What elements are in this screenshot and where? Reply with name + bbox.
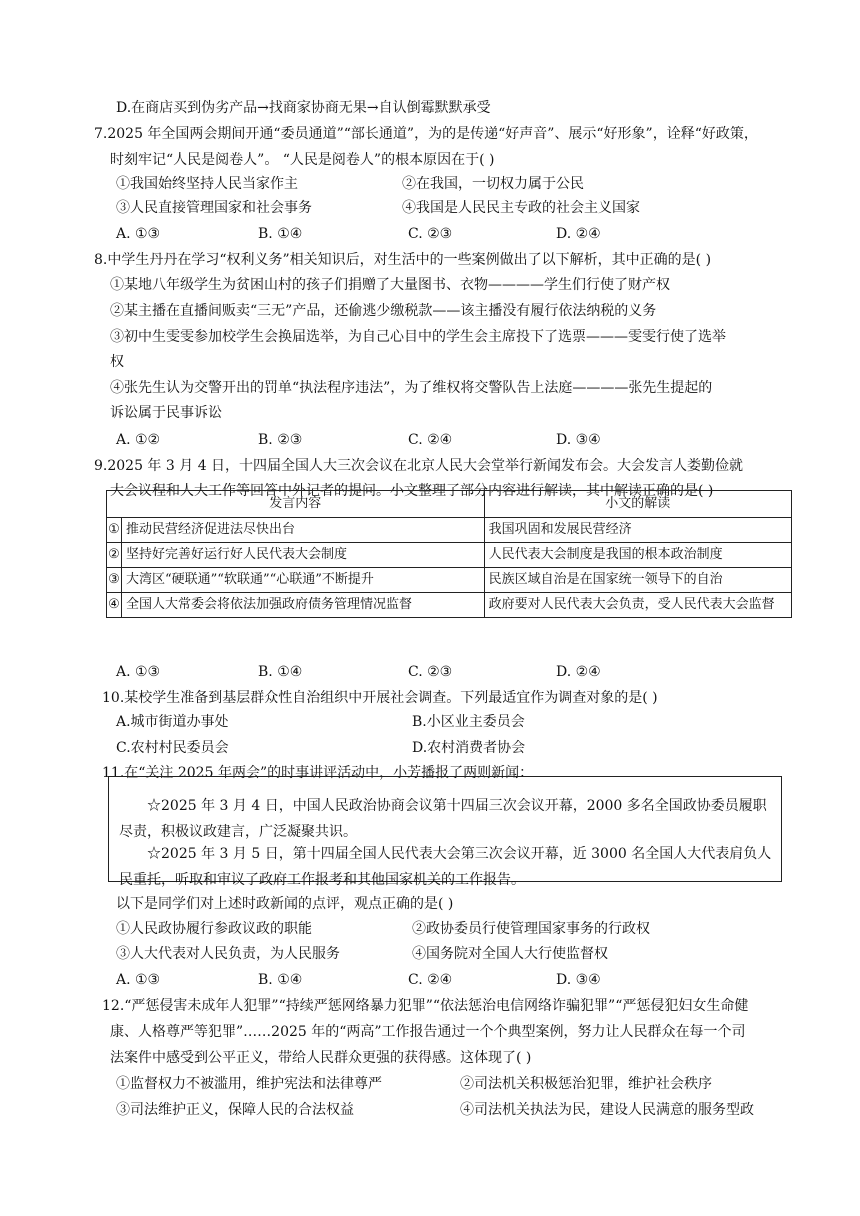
table-row	[107, 593, 792, 618]
q10-option-c: C.农村村民委员会	[116, 740, 229, 756]
table-row	[107, 518, 792, 543]
q11-item-3: ③人大代表对人民负责，为人民服务	[116, 946, 340, 962]
row-number: ②	[107, 543, 122, 568]
q9-option-d: D. ②④	[556, 664, 601, 680]
row-number: ④	[107, 593, 122, 618]
table-header-interpretation: 小文的解读	[484, 491, 791, 518]
q11-item-2: ②政协委员行使管理国家事务的行政权	[412, 921, 650, 937]
q7-stem-line2: 时刻牢记“人民是阅卷人”。 “人民是阅卷人”的根本原因在于( )	[110, 152, 495, 168]
row-interpretation: 民族区域自治是在国家统一领导下的自治	[484, 568, 791, 593]
q6-option-d: D.在商店买到伪劣产品→找商家协商无果→自认倒霉默默承受	[116, 100, 491, 116]
q11-item-4: ④国务院对全国人大行使监督权	[412, 946, 608, 962]
q8-stem: 8.中学生丹丹在学习“权利义务”相关知识后，对生活中的一些案例做出了以下解析，其中正确的是( )	[94, 252, 712, 268]
q9-option-b: B. ①④	[258, 664, 303, 680]
q9-option-c: C. ②③	[408, 664, 453, 680]
table-header-content: 发言内容	[107, 491, 485, 518]
row-interpretation: 政府要对人民代表大会负责，受人民代表大会监督	[484, 593, 791, 618]
row-content: 大湾区“硬联通”“软联通”“心联通”不断提升	[122, 568, 485, 593]
q8-option-c: C. ②④	[408, 432, 453, 448]
row-content: 全国人大常委会将依法加强政府债务管理情况监督	[122, 593, 485, 618]
row-interpretation: 人民代表大会制度是我国的根本政治制度	[484, 543, 791, 568]
q8-item-2: ②某主播在直播间贩卖“三无”产品，还偷逃少缴税款——该主播没有履行依法纳税的义务	[110, 303, 657, 319]
table-row	[107, 568, 792, 593]
q7-option-a: A. ①③	[116, 226, 161, 242]
q9-option-a: A. ①③	[116, 664, 161, 680]
q7-option-b: B. ①④	[258, 226, 303, 242]
q8-option-b: B. ②③	[258, 432, 303, 448]
q10-option-b: B.小区业主委员会	[412, 714, 525, 730]
q12-stem-line1: 12.“严惩侵害未成年人犯罪”“持续严惩网络暴力犯罪”“依法惩治电信网络诈骗犯罪”“严惩侵犯妇女生命健	[102, 998, 749, 1014]
row-content: 推动民营经济促进法尽快出台	[122, 518, 485, 543]
q11-item-1: ①人民政协履行参政议政的职能	[116, 921, 312, 937]
q8-option-a: A. ①②	[116, 432, 161, 448]
q9-stem-line2: 大会议程和人大工作等回答中外记者的提问。小文整理了部分内容进行解读，其中解读正确的是( )	[110, 483, 714, 499]
q11-news-1: ☆2025 年 3 月 4 日，中国人民政治协商会议第十四届三次会议开幕，2000 多名全国政协委员履职尽责，积极议政建言，广泛凝聚共识。	[119, 798, 767, 840]
q8-item-3-cont: 权	[110, 354, 124, 370]
q10-option-a: A.城市街道办事处	[116, 714, 229, 730]
q7-item-3: ③人民直接管理国家和社会事务	[116, 200, 312, 216]
q10-option-d: D.农村消费者协会	[412, 740, 526, 756]
q12-item-4: ④司法机关执法为民，建设人民满意的服务型政	[460, 1102, 754, 1118]
q10-stem: 10.某校学生准备到基层群众性自治组织中开展社会调查。下列最适宜作为调查对象的是( )	[102, 690, 658, 706]
row-interpretation: 我国巩固和发展民营经济	[484, 518, 791, 543]
q8-item-1: ①某地八年级学生为贫困山村的孩子们捐赠了大量图书、衣物————学生们行使了财产权	[110, 277, 670, 293]
table-header-row	[107, 491, 792, 518]
q12-stem-line3: 法案件中感受到公平正义，带给人民群众更强的获得感。这体现了( )	[110, 1050, 532, 1066]
q12-item-2: ②司法机关积极惩治犯罪，维护社会秩序	[460, 1076, 712, 1092]
row-content: 坚持好完善好运行好人民代表大会制度	[122, 543, 485, 568]
row-number: ①	[107, 518, 122, 543]
q8-option-d: D. ③④	[556, 432, 601, 448]
q7-stem-line1: 7.2025 年全国两会期间开通“委员通道”“部长通道”，为的是传递“好声音”、展示“好形象”，诠释“好政策，	[94, 126, 758, 142]
q7-item-2: ②在我国，一切权力属于公民	[402, 176, 584, 192]
q7-item-1: ①我国始终坚持人民当家作主	[116, 176, 298, 192]
q12-item-3: ③司法维护正义，保障人民的合法权益	[116, 1102, 354, 1118]
q11-option-a: A. ①③	[116, 972, 161, 988]
q11-news-box	[108, 776, 782, 888]
row-number: ③	[107, 568, 122, 593]
q11-option-d: D. ③④	[556, 972, 601, 988]
q12-stem-line2: 康、人格尊严等犯罪”……2025 年的“两高”工作报告通过一个个典型案例，努力让人民群众在每一个司	[110, 1024, 746, 1040]
q7-option-d: D. ②④	[556, 226, 601, 242]
q11-news-2: ☆2025 年 3 月 5 日，第十四届全国人民代表大会第三次会议开幕，近 3000 名全国人大代表肩负人民重托，听取和审议了政府工作报考和其他国家机关的工作报告。	[119, 846, 772, 888]
q9-table	[106, 490, 792, 618]
q8-item-3: ③初中生雯雯参加校学生会换届选举，为自己心目中的学生会主席投下了选票———雯雯行使了选举	[110, 329, 726, 345]
q7-item-4: ④我国是人民民主专政的社会主义国家	[402, 200, 640, 216]
q11-stem: 11.在“关注 2025 年两会”的时事讲评活动中，小芳播报了两则新闻：	[102, 765, 534, 781]
table-row	[107, 543, 792, 568]
q12-item-1: ①监督权力不被滥用，维护宪法和法律尊严	[116, 1076, 382, 1092]
q7-option-c: C. ②③	[408, 226, 453, 242]
q9-stem-line1: 9.2025 年 3 月 4 日，十四届全国人大三次会议在北京人民大会堂举行新闻发布会。大会发言人娄勤俭就	[94, 458, 744, 474]
q11-option-c: C. ②④	[408, 972, 453, 988]
q11-question: 以下是同学们对上述时政新闻的点评，观点正确的是( )	[116, 896, 454, 912]
q11-option-b: B. ①④	[258, 972, 303, 988]
q8-item-4-cont: 诉讼属于民事诉讼	[110, 405, 222, 421]
q8-item-4: ④张先生认为交警开出的罚单“执法程序违法”，为了维权将交警队告上法庭————张先生提起的	[110, 380, 713, 396]
